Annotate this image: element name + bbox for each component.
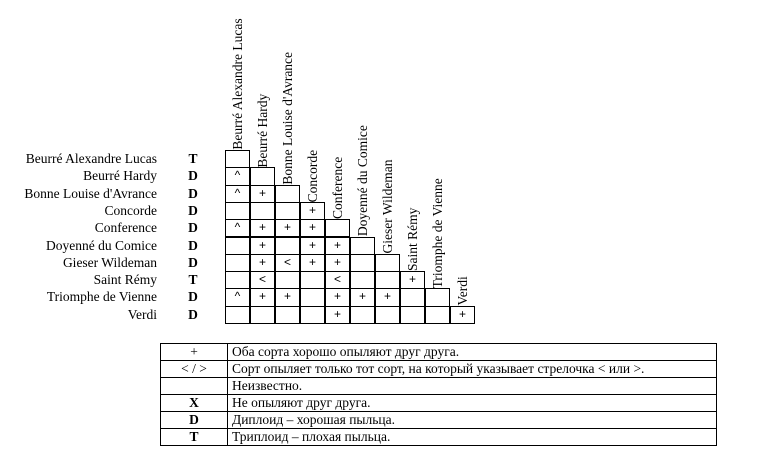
matrix-cell [275,185,300,203]
column-header: Doyenné du Comice [355,125,370,237]
matrix-cell [325,219,350,237]
row-label: Conference [94,220,157,236]
row-label: Doyenné du Comice [46,237,157,253]
matrix-cell [375,254,400,272]
matrix-cell: + [300,237,325,255]
legend-description: Триплоид – плохая пыльца. [228,429,717,446]
matrix-cell: + [250,237,275,255]
matrix-cell: + [400,271,425,289]
legend-description: Диплоид – хорошая пыльца. [228,412,717,429]
matrix-cell [300,306,325,324]
legend-row [161,412,717,429]
matrix-cell: + [250,288,275,306]
row-label: Verdi [127,306,157,322]
matrix-cell: ^ [225,219,250,237]
matrix-cell: + [275,288,300,306]
matrix-cell [250,167,275,185]
legend-description: Не опыляют друг друга. [228,395,717,412]
matrix-cell: + [300,254,325,272]
matrix-cell: + [325,288,350,306]
matrix-cell: < [275,254,300,272]
matrix-cell [225,150,250,168]
matrix-cell: + [250,219,275,237]
matrix-cell: + [325,254,350,272]
ploidy-mark: D [188,237,198,253]
matrix-cell: ^ [225,288,250,306]
legend-symbol: X [161,395,228,412]
matrix-cell [225,271,250,289]
matrix-cell [275,306,300,324]
legend-description: Оба сорта хорошо опыляют друг друга. [228,344,717,361]
matrix-cell: + [325,306,350,324]
legend-description: Сорт опыляет только тот сорт, на который указывает стрелочка < или >. [228,361,717,378]
ploidy-mark: D [188,289,198,305]
matrix-cell [275,271,300,289]
legend-symbol: D [161,412,228,429]
matrix-cell [425,288,450,306]
ploidy-mark: T [188,151,198,166]
row-label: Bonne Louise d'Avrance [24,185,157,201]
matrix-cell [250,306,275,324]
matrix-cell [300,288,325,306]
ploidy-mark: D [188,168,198,184]
legend-symbol [161,378,228,395]
row-label: Gieser Wildeman [62,254,157,270]
column-header: Bonne Louise d'Avrance [280,51,295,185]
matrix-cell [350,271,375,289]
row-label: Beurré Alexandre Lucas [25,151,157,166]
matrix-cell: + [350,288,375,306]
column-header: Gieser Wildeman [380,159,395,254]
matrix-cell [225,202,250,220]
matrix-cell: + [300,202,325,220]
legend-table [160,343,717,446]
matrix-cell [400,306,425,324]
legend-symbol: + [161,344,228,361]
legend-description: Неизвестно. [228,378,717,395]
column-header: Triomphe de Vienne [430,178,445,289]
matrix-cell: + [250,185,275,203]
legend-symbol: < / > [161,361,228,378]
matrix-cell: + [375,288,400,306]
row-label: Saint Rémy [93,272,157,288]
row-label: Triomphe de Vienne [46,289,157,305]
ploidy-mark: D [188,202,198,218]
matrix-cell [300,271,325,289]
legend-symbol: T [161,429,228,446]
ploidy-mark: D [188,254,198,270]
matrix-cell [375,271,400,289]
matrix-cell: < [325,271,350,289]
matrix-cell [225,237,250,255]
matrix-cell [425,306,450,324]
ploidy-mark: D [188,185,198,201]
legend-row [161,344,717,361]
matrix-cell: ^ [225,167,250,185]
column-header: Conference [330,156,345,220]
matrix-cell [400,288,425,306]
ploidy-mark: T [188,272,198,288]
matrix-cell: + [275,219,300,237]
legend-row [161,361,717,378]
column-header: Beurré Alexandre Lucas [230,18,245,150]
ploidy-mark: D [188,306,198,322]
matrix-cell [350,254,375,272]
legend-row [161,395,717,412]
matrix-cell [225,254,250,272]
column-header: Beurré Hardy [255,93,270,168]
matrix-cell [275,237,300,255]
column-header: Verdi [455,276,470,306]
row-label: Concorde [104,202,157,218]
matrix-cell: + [300,219,325,237]
matrix-cell: + [325,237,350,255]
matrix-cell [250,202,275,220]
matrix-cell [225,306,250,324]
matrix-cell: < [250,271,275,289]
matrix-cell: + [450,306,475,324]
matrix-cell [350,237,375,255]
ploidy-mark: D [188,220,198,236]
matrix-cell: ^ [225,185,250,203]
matrix-cell [375,306,400,324]
column-header: Concorde [305,149,320,202]
matrix-cell [350,306,375,324]
matrix-cell: + [250,254,275,272]
column-header: Saint Rémy [405,207,420,272]
row-label: Beurré Hardy [83,168,157,184]
matrix-cell [275,202,300,220]
legend-row [161,378,717,395]
legend-row [161,429,717,446]
